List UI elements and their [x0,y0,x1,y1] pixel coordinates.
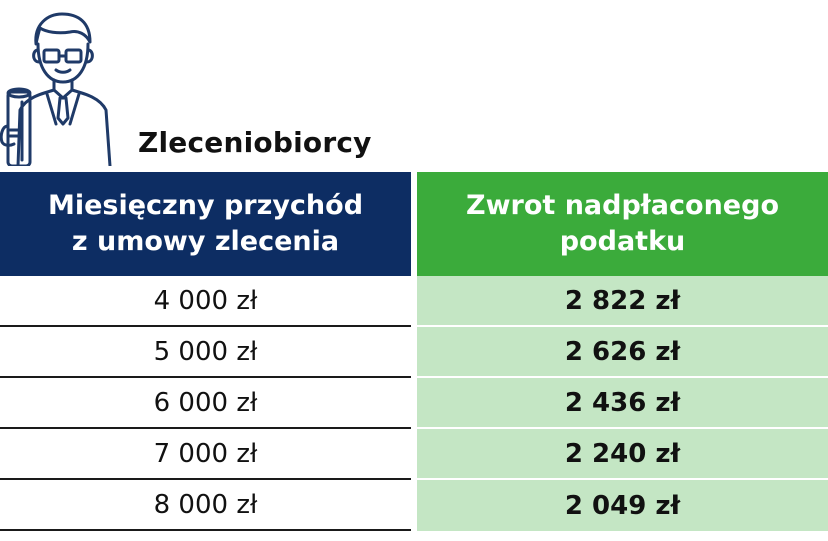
table-row [0,276,828,327]
refund-cell: 2 436 zł [417,378,828,429]
table-header-row [0,172,828,276]
section-title: Zleceniobiorcy [138,126,372,159]
income-cell: 6 000 zł [0,378,411,429]
income-column-header-label: Miesięczny przychód z umowy zlecenia [47,190,364,257]
refund-cell: 2 626 zł [417,327,828,378]
refund-table [0,172,828,531]
income-cell: 4 000 zł [0,276,411,327]
table-row [0,429,828,480]
refund-cell: 2 822 zł [417,276,828,327]
income-cell: 5 000 zł [0,327,411,378]
income-cell: 7 000 zł [0,429,411,480]
refund-column-header [417,172,828,276]
refund-column-header-label: Zwrot nadpłaconego podatku [466,190,779,257]
person-with-scroll-icon [0,6,122,166]
table-row [0,327,828,378]
refund-cell: 2 240 zł [417,429,828,480]
refund-cell: 2 049 zł [417,480,828,531]
income-cell: 8 000 zł [0,480,411,531]
income-column-header [0,172,411,276]
table-row [0,378,828,429]
table-row [0,480,828,531]
